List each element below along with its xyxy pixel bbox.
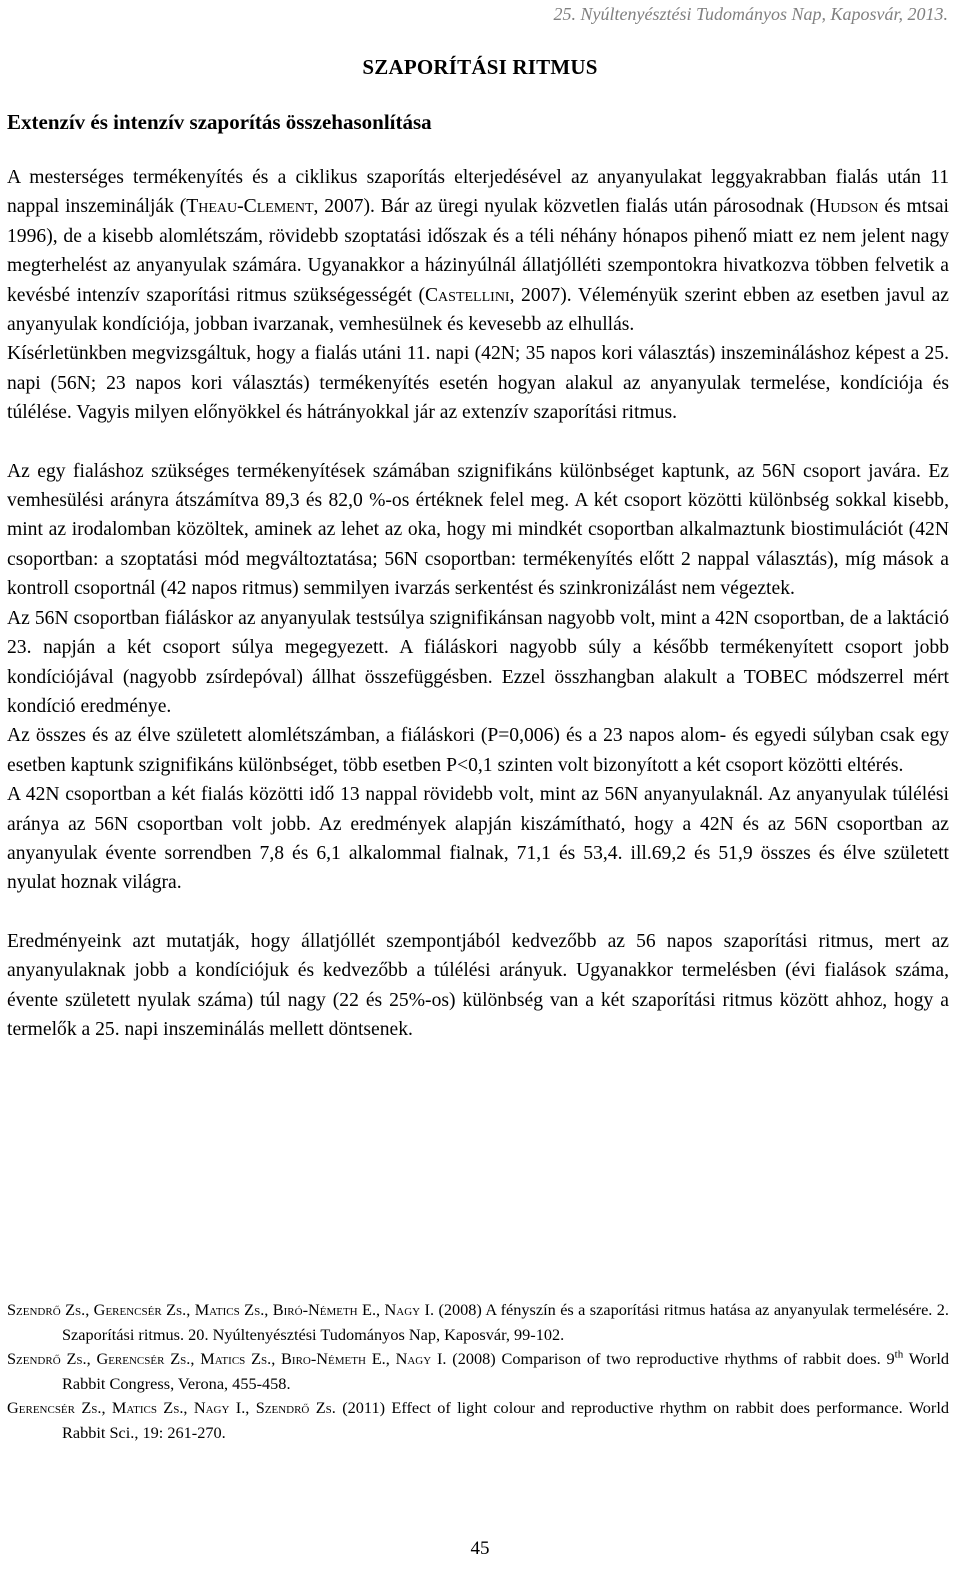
paragraph-text: A mesterséges termékenyítés és a ciklikus szaporítás elterjedésével az anyanyulakat leggyakrabban fialás után 11 nappal inszeminálják ( xyxy=(7,167,949,218)
body-text xyxy=(7,163,949,1044)
conference-header: 25. Nyúltenyésztési Tudományos Nap, Kaposvár, 2013. xyxy=(553,4,948,24)
citation-author: Theau-Clement xyxy=(186,196,314,218)
paragraph-text: , 2007). Véleményük szerint ebben az esetben javul az anyanyulak kondíciója, jobban ivarzanak, vemhesülnek és kevesebb az elhullás. xyxy=(7,284,949,336)
citation-author: Castellini xyxy=(424,284,510,306)
section-title: SZAPORÍTÁSI RITMUS xyxy=(362,55,598,79)
reference-text: (2011) Effect of light colour and reproductive rhythm on rabbit does performance. World Rabbit Sci., 19: 261-270. xyxy=(62,1398,950,1442)
paragraph-gap xyxy=(7,428,949,457)
paragraph-intro xyxy=(7,163,949,339)
reference-item xyxy=(7,1347,949,1396)
paragraph-results-survival: A 42N csoportban a két fialás közötti idő 13 nappal rövidebb volt, mint az 56N anyanyulaknál. Az anyanyulak túlélési aránya az 56N csoportban volt jobb. Az eredmények alapján kiszámítható, hogy a 42N és az 56N csoportban az anyanyulak évente sorrendben 7,8 és 6,1 alkalommal fialnak, 71,1 és 53,4. ill.69,2 és 51,9 összes és élve született nyulat hoznak világra. xyxy=(7,784,949,894)
reference-superscript: th xyxy=(894,1348,904,1361)
paragraph-text: és mtsai 1996), de a kisebb alomlétszám, rövidebb szoptatási időszak és a téli néhány hónapos pihenő miatt ez nem jelent nagy megterhelést az anyanyulak számára. Ugyanakkor a házinyúlnál állatjólléti szempontokra hivatkozva többen felvetik a kevésbé intenzív szaporítási ritmus szükségességét ( xyxy=(7,196,949,306)
reference-authors: Szendrő Zs., Gerencsér Zs., Matics Zs., Biro-Németh E., Nagy I. xyxy=(7,1349,447,1368)
reference-item xyxy=(7,1396,949,1445)
paragraph-results-litter: Az összes és az élve született alomlétszámban, a fiáláskori (P=0,006) és a 23 napos alom- és egyedi súlyban csak egy esetben kaptunk szignifikáns különbséget, több esetben P<0,1 szinten volt bizonyított a két csoport közötti eltérés. xyxy=(7,725,949,776)
paragraph-gap xyxy=(7,898,949,927)
reference-authors: Gerencsér Zs., Matics Zs., Nagy I., Szendrő Zs. xyxy=(7,1398,336,1417)
paragraph-aim: Kísérletünkben megvizsgáltuk, hogy a fialás utáni 11. napi (42N; 35 napos kori választás) inszemináláshoz képest a 25. napi (56N; 23 napos kori választás) termékenyítés esetén hogyan alakul az anyanyulak termelése, kondíciója és túlélése. Vagyis milyen előnyökkel és hátrányokkal jár az extenzív szaporítási ritmus. xyxy=(7,343,949,424)
paragraph-results-insemination: Az egy fialáshoz szükséges termékenyítések számában szignifikáns különbséget kaptunk, az 56N csoport javára. Ez vemhesülési arányra átszámítva 89,3 és 82,0 %-os értéknek felel meg. A két csoport közötti különbség sokkal kisebb, mint az irodalomban közöltek, aminek az lehet az oka, hogy mi mindkét csoportban alkalmaztunk biostimulációt (42N csoportban: a szoptatási mód megváltoztatása; 56N csoportban: termékenyítés előtt 2 nappal választás), míg mások a kontroll csoportnál (42 napos ritmus) semmilyen ivarzás serkentést és szinkronizálást nem végeztek. xyxy=(7,460,949,600)
reference-text: World Rabbit Congress, Verona, 455-458. xyxy=(62,1349,949,1393)
paragraph-results-bodyweight: Az 56N csoportban fiáláskor az anyanyulak testsúlya szignifikánsan nagyobb volt, mint a 42N csoportban, de a laktáció 23. napján a két csoport súlya megegyezett. A fiáláskori nagyobb súly a később termékenyített csoport jobb kondíciójával (nagyobb zsírdepóval) állhat összefüggésben. Ezzel összhangban alakult a TOBEC módszerrel mért kondíció eredménye. xyxy=(7,607,949,717)
reference-text: (2008) Comparison of two reproductive rhythms of rabbit does. 9 xyxy=(446,1349,895,1368)
reference-authors: Szendrő Zs., Gerencsér Zs., Matics Zs., Biró-Németh E., Nagy I. xyxy=(7,1300,435,1319)
citation-author: Hudson xyxy=(816,196,879,218)
references xyxy=(7,1298,949,1445)
subsection-title: Extenzív és intenzív szaporítás összehasonlítása xyxy=(7,110,432,134)
paragraph-conclusion: Eredményeink azt mutatják, hogy állatjóllét szempontjából kedvezőbb az 56 napos szaporítási ritmus, mert az anyanyulaknak jobb a kondíciójuk és kedvezőbb a túlélési arányuk. Ugyanakkor termelésben (évi fialások száma, évente született nyulak száma) túl nagy (22 és 25%-os) különbség van a két szaporítási ritmus között ahhoz, hogy a termelők a 25. napi inszeminálás mellett döntsenek. xyxy=(7,930,949,1040)
reference-item xyxy=(7,1298,949,1347)
paragraph-text: , 2007). Bár az üregi nyulak közvetlen fialás után párosodnak ( xyxy=(313,196,817,218)
reference-text: (2008) A fényszín és a szaporítási ritmus hatása az anyanyulak termelésére. 2. Szaporítási ritmus. 20. Nyúltenyésztési Tudományos Nap, Kaposvár, 99-102. xyxy=(62,1300,949,1344)
page-number: 45 xyxy=(470,1538,490,1559)
